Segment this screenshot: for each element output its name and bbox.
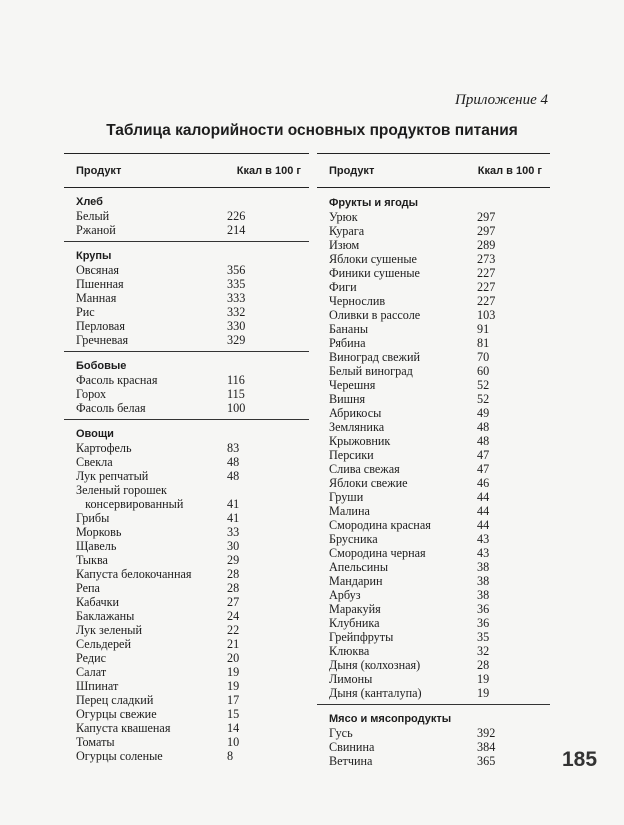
table-row [317,364,550,378]
product-name: Овсяная [76,263,120,277]
table-row [64,319,309,333]
product-name: Перец сладкий [76,693,154,707]
table-row [317,616,550,630]
product-name: Оливки в рассоле [329,308,421,322]
product-name: Вишня [329,392,366,406]
header-product: Продукт [76,165,122,177]
kcal-value: 38 [477,560,490,574]
product-name: Сельдерей [76,637,131,651]
kcal-value: 227 [477,266,496,280]
kcal-value: 33 [227,525,240,539]
product-name: Рябина [329,336,366,350]
table-row [64,373,309,387]
table-row [317,532,550,546]
product-name: Дыня (колхозная) [329,658,421,672]
table-row [317,490,550,504]
product-name: Грейпфруты [329,630,394,644]
product-name: Кабачки [76,595,120,609]
table-body-left [64,188,309,767]
table-row [64,623,309,637]
table-row [317,602,550,616]
kcal-value: 10 [227,735,240,749]
kcal-value: 38 [477,574,490,588]
product-name: Пшенная [76,277,124,291]
product-name: Щавель [76,539,117,553]
table-row [64,441,309,455]
kcal-value: 356 [227,263,246,277]
table-section [64,352,309,420]
product-name: Изюм [329,238,360,252]
table-header [317,153,550,188]
kcal-value: 17 [227,693,240,707]
product-name: Фасоль красная [76,373,158,387]
section-title: Фрукты и ягоды [329,197,419,209]
product-name: Чернослив [329,294,386,308]
kcal-value: 116 [227,373,245,387]
kcal-value: 48 [227,469,240,483]
table-row [317,546,550,560]
table-section [317,705,550,772]
kcal-value: 47 [477,448,490,462]
kcal-value: 28 [227,567,240,581]
product-name: Томаты [76,735,115,749]
kcal-value: 38 [477,588,490,602]
calorie-table-left [64,153,309,767]
product-name: Грибы [76,511,110,525]
table-row [317,266,550,280]
table-row [64,721,309,735]
section-title: Мясо и мясопродукты [329,713,452,725]
kcal-value: 35 [477,630,490,644]
table-row [317,350,550,364]
kcal-value: 52 [477,378,490,392]
kcal-value: 41 [227,511,240,525]
table-section [64,242,309,352]
kcal-value: 335 [227,277,246,291]
product-name: Черешня [329,378,376,392]
kcal-value: 24 [227,609,240,623]
table-row [317,754,550,768]
kcal-value: 332 [227,305,246,319]
kcal-value: 47 [477,462,490,476]
table-row [317,672,550,686]
section-title: Бобовые [76,360,127,372]
table-row [64,665,309,679]
kcal-value: 19 [227,665,240,679]
kcal-value: 46 [477,476,490,490]
product-name: Капуста белокочанная [76,567,192,581]
kcal-value: 91 [477,322,490,336]
product-name: Ветчина [329,754,373,768]
product-name: Рис [76,305,95,319]
product-name: Фасоль белая [76,401,146,415]
kcal-value: 333 [227,291,246,305]
kcal-value: 49 [477,406,490,420]
kcal-value: 19 [477,672,490,686]
product-name: Крыжовник [329,434,391,448]
product-name: Репа [76,581,100,595]
table-row [317,378,550,392]
appendix-label: Приложение 4 [455,92,548,108]
kcal-value: 44 [477,490,490,504]
table-row [64,291,309,305]
table-row [64,263,309,277]
table-row [64,567,309,581]
product-name: Виноград свежий [329,350,420,364]
table-row [317,210,550,224]
product-name: Ржаной [76,223,116,237]
table-row [64,455,309,469]
calorie-table-right [317,153,550,772]
table-row [64,469,309,483]
kcal-value: 29 [227,553,240,567]
kcal-value: 41 [227,497,240,511]
table-row [64,497,309,511]
product-name: Мандарин [329,574,383,588]
product-name: Картофель [76,441,132,455]
table-row [64,693,309,707]
product-name: Смородина черная [329,546,426,560]
table-row [64,333,309,347]
table-body-right [317,188,550,772]
table-row [317,280,550,294]
product-name: Фиги [329,280,357,294]
table-row [317,406,550,420]
kcal-value: 15 [227,707,240,721]
product-name: Смородина красная [329,518,431,532]
table-row [317,252,550,266]
table-row [64,707,309,721]
product-name: Клубника [329,616,380,630]
table-row [317,448,550,462]
product-name: Брусника [329,532,378,546]
kcal-value: 21 [227,637,240,651]
product-name: Маракуйя [329,602,381,616]
product-name: Абрикосы [329,406,382,420]
kcal-value: 32 [477,644,490,658]
product-name: Персики [329,448,374,462]
kcal-value: 19 [477,686,490,700]
table-row [317,504,550,518]
kcal-value: 384 [477,740,496,754]
kcal-value: 60 [477,364,490,378]
kcal-value: 214 [227,223,246,237]
product-name: Баклажаны [76,609,135,623]
product-name: Тыква [76,553,108,567]
product-name: Гусь [329,726,353,740]
kcal-value: 14 [227,721,240,735]
kcal-value: 28 [477,658,490,672]
table-row [64,539,309,553]
kcal-value: 30 [227,539,240,553]
table-section [64,420,309,767]
table-section [317,188,550,705]
product-name: Салат [76,665,107,679]
kcal-value: 227 [477,280,496,294]
product-name: Белый [76,209,110,223]
table-row [64,609,309,623]
product-name: Перловая [76,319,125,333]
product-name: Яблоки сушеные [329,252,417,266]
kcal-value: 48 [227,455,240,469]
kcal-value: 36 [477,616,490,630]
product-name: Свинина [329,740,375,754]
product-name: Морковь [76,525,122,539]
table-row [64,553,309,567]
table-row [317,476,550,490]
product-name: Земляника [329,420,385,434]
product-name: Урюк [329,210,358,224]
product-name: Малина [329,504,370,518]
product-name: Груши [329,490,364,504]
table-row [64,277,309,291]
table-row [317,644,550,658]
kcal-value: 103 [477,308,496,322]
table-row [317,238,550,252]
table-row [317,686,550,700]
table-row [64,223,309,237]
table-header [64,153,309,188]
page-title: Таблица калорийности основных продуктов питания [106,122,518,139]
table-row [317,726,550,740]
table-row [317,420,550,434]
table-row [317,224,550,238]
kcal-value: 297 [477,224,496,238]
product-name: Горох [76,387,107,401]
kcal-value: 28 [227,581,240,595]
table-row [317,630,550,644]
product-name: Апельсины [329,560,389,574]
header-product: Продукт [329,165,375,177]
kcal-value: 43 [477,532,490,546]
section-title: Овощи [76,428,114,440]
table-row [64,637,309,651]
product-name: Гречневая [76,333,129,347]
table-row [64,387,309,401]
product-name: Редис [76,651,106,665]
section-title: Хлеб [76,196,103,208]
table-row [64,651,309,665]
product-name: Свекла [76,455,113,469]
product-name: Бананы [329,322,369,336]
kcal-value: 365 [477,754,496,768]
kcal-value: 20 [227,651,240,665]
table-row [64,525,309,539]
product-name: Дыня (канталупа) [329,686,422,700]
kcal-value: 83 [227,441,240,455]
product-name: Огурцы свежие [76,707,157,721]
product-name: Лук репчатый [76,469,149,483]
product-name: Арбуз [329,588,361,602]
table-row [317,588,550,602]
product-name: Финики сушеные [329,266,420,280]
kcal-value: 100 [227,401,246,415]
table-row [317,294,550,308]
kcal-value: 70 [477,350,490,364]
kcal-value: 289 [477,238,496,252]
table-row [317,740,550,754]
product-name: Курага [329,224,365,238]
product-name: Яблоки свежие [329,476,408,490]
kcal-value: 43 [477,546,490,560]
kcal-value: 297 [477,210,496,224]
table-row [64,209,309,223]
product-name: Капуста квашеная [76,721,171,735]
table-row [317,658,550,672]
kcal-value: 36 [477,602,490,616]
kcal-value: 52 [477,392,490,406]
header-kcal: Ккал в 100 г [236,165,301,177]
table-row [317,392,550,406]
section-title: Крупы [76,250,112,262]
product-name: Огурцы соленые [76,749,163,763]
kcal-value: 8 [227,749,234,763]
table-row [317,308,550,322]
kcal-value: 81 [477,336,490,350]
kcal-value: 19 [227,679,240,693]
kcal-value: 48 [477,434,490,448]
table-row [64,483,309,497]
table-row [317,574,550,588]
kcal-value: 329 [227,333,246,347]
kcal-value: 27 [227,595,240,609]
product-name: Клюква [329,644,370,658]
table-row [64,679,309,693]
product-name: Лук зеленый [76,623,142,637]
table-row [64,749,309,763]
kcal-value: 226 [227,209,246,223]
table-row [64,511,309,525]
table-row [317,560,550,574]
table-row [64,401,309,415]
table-row [64,581,309,595]
product-name: Лимоны [329,672,373,686]
table-row [64,595,309,609]
kcal-value: 115 [227,387,245,401]
kcal-value: 227 [477,294,496,308]
product-name: Зеленый горошек [76,483,167,497]
product-name: Слива свежая [329,462,400,476]
kcal-value: 44 [477,518,490,532]
kcal-value: 48 [477,420,490,434]
product-name: Манная [76,291,117,305]
kcal-value: 273 [477,252,496,266]
kcal-value: 392 [477,726,496,740]
table-row [317,518,550,532]
table-row [317,434,550,448]
kcal-value: 44 [477,504,490,518]
table-row [64,305,309,319]
page-number: 185 [562,748,598,771]
header-kcal: Ккал в 100 г [477,165,542,177]
table-row [317,336,550,350]
kcal-value: 22 [227,623,240,637]
table-row [64,735,309,749]
table-row [317,462,550,476]
table-row [317,322,550,336]
product-name: Шпинат [76,679,119,693]
product-name: Белый виноград [329,364,413,378]
product-name: консервированный [76,497,184,511]
kcal-value: 330 [227,319,246,333]
table-section [64,188,309,242]
